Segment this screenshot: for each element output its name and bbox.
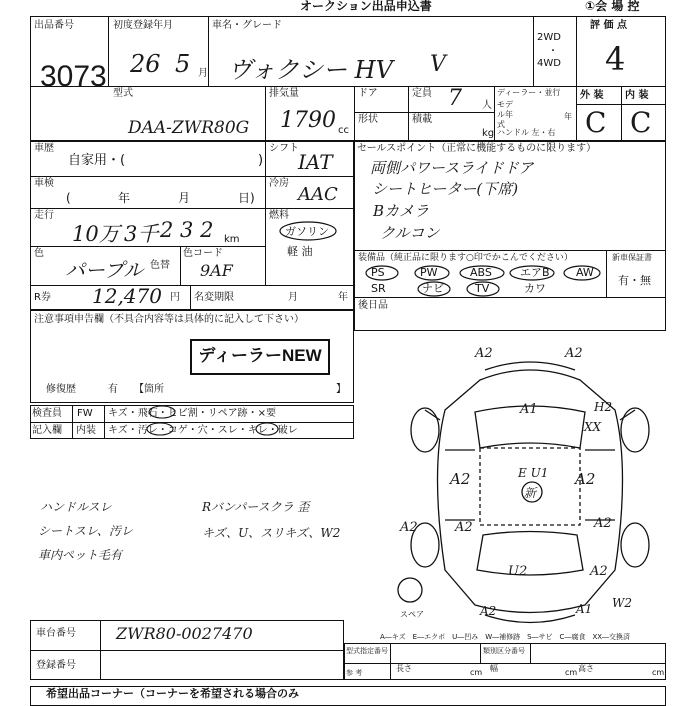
model-name-grade-label: 車名・グレード <box>212 20 282 31</box>
equip-pw: PW <box>420 266 438 279</box>
interior-label: 内 装 <box>625 90 649 101</box>
diagram-left-side: A2 <box>450 470 471 488</box>
drive-2wd-label: 2WD <box>537 32 561 43</box>
color-value: パープル <box>65 258 144 282</box>
capacity-label: 定員 <box>412 88 432 99</box>
exterior-grade-value: C <box>585 106 607 139</box>
inspection-label: 車検 <box>34 178 54 189</box>
interior-short-label: 内装 <box>76 425 96 436</box>
fuel-gasoline: ガソリン <box>285 225 329 238</box>
warranty-options: 有・無 <box>618 274 651 287</box>
registration-number-label: 登録番号 <box>36 660 76 671</box>
equip-sr: SR <box>371 282 386 295</box>
diagram-engine-code: E U1 <box>518 466 549 480</box>
grade-value: V <box>430 52 446 77</box>
name-change-label: 名変期限 <box>194 292 234 303</box>
shift-value: IAT <box>298 150 333 174</box>
chassis-number-value: ZWR80-0027470 <box>116 624 253 643</box>
inspector-circle-marks <box>104 405 354 439</box>
lot-number-value: 3073 <box>40 60 107 93</box>
diagram-right-rear: A2 <box>594 516 612 531</box>
equipment-circle-marks <box>354 262 606 297</box>
recycle-amount: 12,470 <box>92 284 162 308</box>
lot-number-label: 出品番号 <box>34 20 74 31</box>
corner-request-label: 希望出品コーナー（コーナーを希望される場合のみ <box>46 687 299 700</box>
damage-legend: A―キズ E―エクボ U―凹み W―補修跡 S―サビ C―腐食 XX―交換済 <box>380 633 631 641</box>
diagram-left-rear-door: A2 <box>455 520 473 535</box>
car-history-label: 車歴 <box>34 143 54 154</box>
mileage-man: 10万 <box>72 222 120 246</box>
shape-label: 形状 <box>358 114 378 125</box>
fuel-label: 燃料 <box>269 210 289 221</box>
diagram-rear-panel: U2 <box>508 564 528 579</box>
drive-4wd-label: 4WD <box>537 58 561 69</box>
aircon-value: AAC <box>298 184 338 205</box>
km-unit: km <box>224 234 240 245</box>
reference-label: 参 考 <box>346 669 363 677</box>
category-number-label: 類別区分番号 <box>483 647 525 655</box>
color-replaced-label: 色替 <box>150 260 170 271</box>
color-code-label: 色コード <box>183 248 223 259</box>
diagram-rear-right: A2 <box>590 564 608 579</box>
recycle-label: R券 <box>34 292 51 303</box>
chassis-number-label: 車台番号 <box>36 628 76 639</box>
auction-sheet: オークション出品申込書 ①会 場 控 出品番号 3073 初度登録年月 26 5 月 車名・グレード ヴォクシー HV V 2WD ・ 4WD 評 価 点 4 型式 DAA-ZWR80G 排気量 1790 cc ドア 定員 7 人 形状 積載 kg ディーラー・並行 モデル年式 年 ハンドル 左・右 外 装 内 装 C C 車歴 自家用・( ) 車検 年 月 日) ( シフト IAT 冷房 AAC 走行 10万 3千 2 3 2 km 燃料 ガソリン 軽 油 色 パープル 色替 色コード 9AF R券 12,470 円 名変期限 月 年 セールスポイント（正常に機能するものに限ります） 両側パワースライドドア シートヒーター(下席) Bカメラ クルコン 装備品（純正品に限ります○印でかこんでください） 新車保証書 有・無 PS PW ABS エアB AW SR ナビ TV カワ 後日品 注意事項申告欄（不具合内容等は具体的に記入して下さい） ディーラーNEW 修復歴 有 【箇所 】 検査員 記入欄 FW 内装 キズ・飛石・ヒビ割・リペア跡・×要 キズ・汚レ・コゲ・穴・スレ・キレ・破レ ハンドルスレ シートスレ、汚レ 車内ペット毛有 Rバンパースクラ 歪 キズ、U、スリキズ、W2 A2 A2 A1 H2 XX A2 A2 E U1 新 A2 A2 A2 U2 A2 A2 A1 W2 スペア A―キズ E―エクボ U―凹み W―補修跡 S―サビ C―腐食 XX―交換済 車台番号 ZWR80-0027470 登録番号 型式指定番号 類別区分番号 参 考 長さ cm 幅 cm 高さ cm 希望出品コーナー（コーナーを希望される場合のみ <box>0 0 700 700</box>
diagram-right-side: A2 <box>575 470 596 488</box>
model-code-label: 型式 <box>113 88 133 99</box>
shift-label: シフト <box>269 143 299 154</box>
doors-label: ドア <box>358 88 378 99</box>
exterior-label: 外 装 <box>580 90 604 101</box>
equip-airbag: エアB <box>520 266 550 279</box>
registration-year: 26 <box>130 50 161 78</box>
registration-month: 5 <box>175 50 191 78</box>
diagram-rear-bumper: A1 <box>576 602 593 616</box>
fuel-diesel: 軽 油 <box>287 245 313 258</box>
sales-point-3: Bカメラ <box>373 202 430 220</box>
grade-score-label: 評 価 点 <box>590 20 627 31</box>
fuel-circle-mark <box>278 220 338 242</box>
sales-point-1: 両側パワースライドドア <box>370 159 534 177</box>
diagram-front-left: A2 <box>475 346 493 361</box>
month-suffix: 月 <box>198 68 208 79</box>
repair-location-label: 【箇所 <box>134 384 164 395</box>
venue-copy-label: ①会 場 控 <box>585 0 640 13</box>
load-label: 積載 <box>412 114 432 125</box>
inspector-label: 検査員 <box>32 408 62 419</box>
diagram-new-mark: 新 <box>524 486 537 500</box>
diagram-rear-w: W2 <box>612 596 632 610</box>
sales-points-heading: セールスポイント（正常に機能するものに限ります） <box>357 143 597 154</box>
length-label: 長さ <box>396 664 412 673</box>
diagram-right-door: XX <box>584 420 602 434</box>
mileage-rest: 2 3 2 <box>160 218 214 242</box>
aircon-label: 冷房 <box>269 178 289 189</box>
height-label: 高さ <box>578 664 594 673</box>
displacement-label: 排気量 <box>269 88 299 99</box>
diagram-rear-corner: A2 <box>480 604 497 618</box>
first-registration-label: 初度登録年月 <box>113 20 173 31</box>
person-unit: 人 <box>482 100 492 111</box>
diagram-right-fender: H2 <box>594 400 613 414</box>
equip-ps: PS <box>371 266 385 279</box>
equip-tv: TV <box>475 282 490 295</box>
model-code-value: DAA-ZWR80G <box>128 118 250 138</box>
year-suffix: 年 <box>564 112 572 121</box>
diagram-front-right: A2 <box>565 346 583 361</box>
diagram-rear-left: A2 <box>400 520 418 535</box>
interior-grade-value: C <box>630 106 652 139</box>
car-history-value: 自家用・( <box>68 153 126 168</box>
dealer-import-label: ディーラー・並行 <box>497 88 561 97</box>
diagram-roof: A1 <box>520 402 538 417</box>
equip-abs: ABS <box>470 266 492 279</box>
entry-column-label: 記入欄 <box>32 425 62 436</box>
model-year-label: モデル年式 <box>497 100 513 129</box>
model-designation-label: 型式指定番号 <box>346 647 388 655</box>
new-car-warranty-label: 新車保証書 <box>612 253 652 262</box>
note-left-1: ハンドルスレ <box>40 500 112 514</box>
mileage-sen: 3千 <box>124 222 159 246</box>
repair-history-label: 修復歴 <box>46 384 76 395</box>
yen-unit: 円 <box>170 292 180 303</box>
fw-items: キズ・飛石・ヒビ割・リペア跡・×要 <box>108 408 276 419</box>
mileage-label: 走行 <box>34 210 54 221</box>
handle-label: ハンドル 左・右 <box>497 128 556 137</box>
note-right-1: Rバンパースクラ 歪 <box>202 500 310 514</box>
capacity-value: 7 <box>448 86 462 111</box>
kg-unit: kg <box>482 128 495 139</box>
sales-point-4: クルコン <box>380 224 440 242</box>
rear-seat-label: 後日品 <box>358 300 388 311</box>
diagram-spare: スペア <box>400 610 424 619</box>
fw-label: FW <box>77 408 93 419</box>
note-right-2: キズ、U、スリキズ、W2 <box>202 526 341 540</box>
equip-leather: カワ <box>524 282 546 295</box>
equip-aw: AW <box>576 266 594 279</box>
dealer-new-stamp: ディーラーNEW <box>190 339 330 375</box>
note-left-2: シートスレ、汚レ <box>38 524 133 538</box>
interior-items: キズ・汚レ・コゲ・穴・スレ・キレ・破レ <box>108 425 298 436</box>
sales-point-2: シートヒーター(下席) <box>372 180 519 198</box>
equipment-heading: 装備品（純正品に限ります○印でかこんでください） <box>358 253 573 263</box>
color-code-value: 9AF <box>200 261 233 280</box>
grade-score-value: 4 <box>605 40 626 78</box>
repair-has: 有 <box>108 384 118 395</box>
width-label: 幅 <box>490 664 498 673</box>
cc-unit: cc <box>338 125 349 136</box>
equip-navi: ナビ <box>422 282 444 295</box>
displacement-value: 1790 <box>280 108 336 133</box>
form-title: オークション出品申込書 <box>300 0 432 13</box>
notes-heading: 注意事項申告欄（不具合内容等は具体的に記入して下さい） <box>34 314 304 325</box>
color-label: 色 <box>34 248 44 259</box>
model-name-value: ヴォクシー HV <box>228 56 393 84</box>
note-left-3: 車内ペット毛有 <box>38 548 123 562</box>
